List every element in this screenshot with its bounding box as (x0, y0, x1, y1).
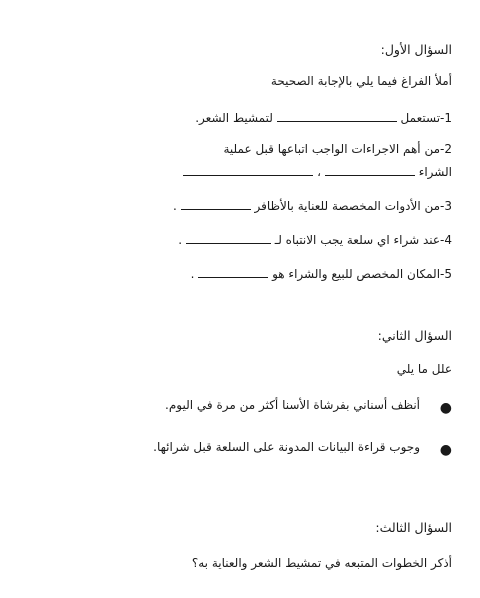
q1-item-5-text: 5-المكان المخصص للبيع والشراء هو (272, 266, 452, 281)
q1-item-2-line2: الشراء ، (183, 164, 452, 179)
q1-title: السؤال الأول: (380, 42, 452, 57)
q1-item-1-pre: 1-تستعمل (400, 110, 452, 125)
q3-title: السؤال الثالث: (375, 520, 452, 535)
q1-item-3: 3-من الأدوات المخصصة للعناية بالأظافر . (172, 198, 452, 213)
answer-blank[interactable] (325, 164, 415, 176)
q1-item-2-line2-text: الشراء (418, 164, 452, 179)
answer-blank[interactable] (186, 232, 271, 244)
q2-instruction: علل ما يلي (396, 362, 452, 376)
bullet-icon: ● (439, 400, 452, 416)
q1-item-1 (195, 110, 452, 125)
q1-item-3-text: 3-من الأدوات المخصصة للعناية بالأظافر (254, 198, 452, 213)
q2-bullet-text: وجوب قراءة البيانات المدونة على السلعة قبل شرائها. (153, 440, 420, 454)
q1-instruction: أملأ الفراغ فيما يلي بالإجابة الصحيحة (270, 74, 452, 88)
q1-item-4-text: 4-عند شراء اي سلعة يجب الانتباه لـ (274, 232, 452, 247)
q1-item-4: 4-عند شراء اي سلعة يجب الانتباه لـ . (178, 232, 452, 247)
answer-blank[interactable] (181, 198, 251, 210)
q2-title: السؤال الثاني: (377, 328, 452, 343)
q3-question: أذكر الخطوات المتبعه في تمشيط الشعر والعناية به؟ (191, 556, 452, 570)
answer-blank[interactable] (198, 266, 268, 278)
answer-blank[interactable] (183, 164, 313, 176)
answer-blank[interactable] (277, 110, 397, 122)
q2-bullet-text: أنظف أسناني بفرشاة الأسنا أكثر من مرة في اليوم. (165, 398, 420, 412)
bullet-icon: ● (439, 442, 452, 458)
q1-item-2-line1: 2-من أهم الاجراءات الواجب اتباعها قبل عملية (223, 142, 452, 156)
q1-item-1-post: لتمشيط الشعر. (195, 110, 273, 125)
q1-item-5: 5-المكان المخصص للبيع والشراء هو . (190, 266, 452, 281)
